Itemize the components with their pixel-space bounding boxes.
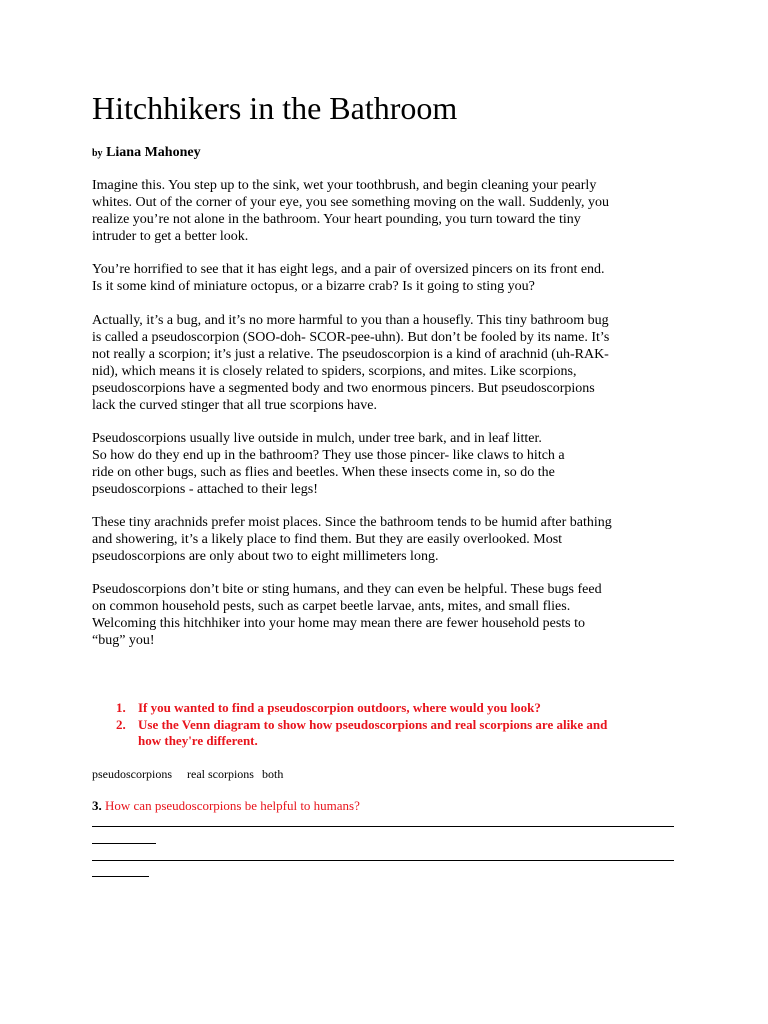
question-item [92, 700, 607, 717]
paragraph-5 [92, 514, 682, 565]
question-3-text: How can pseudoscorpions be helpful to humans? [105, 798, 360, 813]
paragraph-3 [92, 312, 682, 414]
answer-line[interactable] [92, 826, 674, 827]
byline [92, 145, 201, 162]
question-3-number: 3. [92, 798, 102, 813]
paragraph-line: on common household pests, such as carpet beetle larvae, ants, mites, and small flies. [92, 599, 571, 614]
paragraph-line: Is it some kind of miniature octopus, or a bizarre crab? Is it going to sting you? [92, 279, 535, 294]
paragraph-line: lack the curved stinger that all true scorpions have. [92, 398, 377, 413]
answer-line[interactable] [92, 843, 156, 844]
byline-prefix: by [92, 148, 103, 159]
venn-label-both: both [261, 767, 284, 781]
paragraph-line: These tiny arachnids prefer moist places. Since the bathroom tends to be humid after bathing [92, 515, 612, 530]
paragraph-line: Actually, it’s a bug, and it’s no more harmful to you than a housefly. This tiny bathroom bug [92, 313, 609, 328]
paragraph-line: not really a scorpion; it’s just a relative. The pseudoscorpion is a kind of arachnid (uh-RAK- [92, 347, 609, 362]
author-name: Liana Mahoney [106, 145, 201, 160]
paragraph-line: So how do they end up in the bathroom? They use those pincer- like claws to hitch a [92, 448, 565, 463]
paragraph-2 [92, 261, 682, 295]
paragraph-line: “bug” you! [92, 633, 155, 648]
paragraph-line: pseudoscorpions - attached to their legs! [92, 482, 318, 497]
paragraph-line: You’re horrified to see that it has eight legs, and a pair of oversized pincers on its front end. [92, 262, 605, 277]
paragraph-line: intruder to get a better look. [92, 229, 249, 244]
paragraph-line: Pseudoscorpions don’t bite or sting humans, and they can even be helpful. These bugs feed [92, 582, 602, 597]
question-item [92, 717, 607, 750]
answer-line[interactable] [92, 876, 149, 877]
venn-label-pseudoscorpions: pseudoscorpions [92, 767, 172, 781]
paragraph-line: whites. Out of the corner of your eye, you see something moving on the wall. Suddenly, you [92, 195, 609, 210]
paragraph-line: Welcoming this hitchhiker into your home may mean there are fewer household pests to [92, 616, 586, 631]
question-3 [92, 798, 360, 814]
article-title: Hitchhikers in the Bathroom [92, 90, 458, 126]
paragraph-line: Pseudoscorpions usually live outside in mulch, under tree bark, and in leaf litter. [92, 431, 542, 446]
question-number: 2. [116, 716, 126, 732]
venn-labels [92, 766, 295, 782]
question-number: 1. [116, 700, 126, 715]
paragraph-line: realize you’re not alone in the bathroom. Your heart pounding, you turn toward the tiny [92, 212, 581, 227]
question-list [92, 700, 607, 750]
question-text: Use the Venn diagram to show how pseudoscorpions and real scorpions are alike and [138, 716, 608, 732]
paragraph-1 [92, 177, 682, 245]
paragraph-line: Imagine this. You step up to the sink, wet your toothbrush, and begin cleaning your pearly [92, 178, 597, 193]
venn-label-real-scorpions: real scorpions [187, 767, 254, 781]
paragraph-line: pseudoscorpions are only about two to eight millimeters long. [92, 549, 439, 564]
paragraph-line: and showering, it’s a likely place to find them. But they are easily overlooked. Most [92, 532, 563, 547]
paragraph-line: nid), which means it is closely related to spiders, scorpions, and mites. Like scorpions, [92, 364, 577, 379]
answer-line[interactable] [92, 860, 674, 861]
paragraph-line: is called a pseudoscorpion (SOO-doh- SCOR-pee-uhn). But don’t be fooled by its name. It’s [92, 330, 610, 345]
question-text: how they're different. [138, 733, 258, 748]
paragraph-line: pseudoscorpions have a segmented body and two enormous pincers. But pseudoscorpions [92, 381, 595, 396]
paragraph-line: ride on other bugs, such as flies and beetles. When these insects come in, so do the [92, 465, 555, 480]
paragraph-4 [92, 430, 682, 498]
paragraph-6 [92, 581, 682, 649]
question-text: If you wanted to find a pseudoscorpion outdoors, where would you look? [138, 700, 541, 715]
